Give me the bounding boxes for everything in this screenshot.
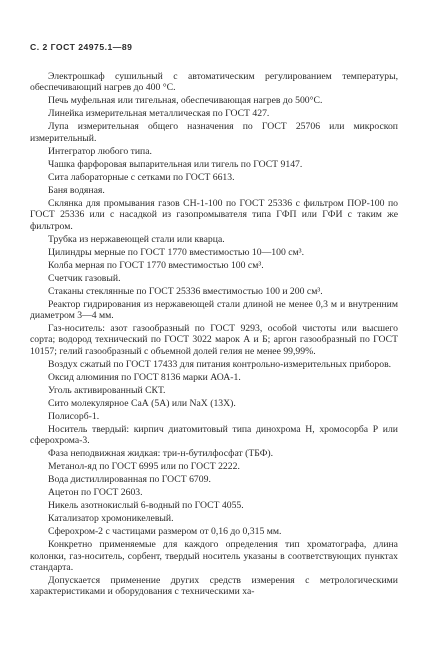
- paragraph: Трубка из нержавеющей стали или кварца.: [48, 233, 225, 245]
- paragraph: Электрошкаф сушильный с автоматическим регулированием температуры, обеспечивающий нагрев до 400 °С.: [30, 71, 398, 94]
- paragraph: Газ-носитель: азот газообразный по ГОСТ 9293, особой чистоты или высшего сорта; водород технический по ГОСТ 3022 марок А и Б; аргон газообразный по ГОСТ 10157; гелий газообразный с объемной долей гелия не менее 99,99%.: [30, 323, 398, 357]
- document-body: [30, 71, 398, 599]
- paragraph: Уголь активированный СКТ.: [48, 384, 166, 396]
- paragraph: Воздух сжатый по ГОСТ 17433 для питания контрольно-измерительных приборов.: [48, 358, 392, 370]
- paragraph: Никель азотнокислый 6-водный по ГОСТ 4055.: [48, 500, 244, 512]
- paragraph: Чашка фарфоровая выпарительная или тигель по ГОСТ 9147.: [48, 158, 303, 170]
- paragraph: Баня водяная.: [48, 184, 105, 196]
- paragraph: Полисорб-1.: [48, 410, 100, 422]
- paragraph: Допускается применение других средств измерения с метрологическими характеристиками и оборудования с техническими ха-: [30, 575, 398, 598]
- paragraph: Оксид алюминия по ГОСТ 8136 марки АОА-1.: [48, 371, 241, 383]
- page-header: С. 2 ГОСТ 24975.1—89: [30, 42, 133, 52]
- paragraph: Метанол-яд по ГОСТ 6995 или по ГОСТ 2222.: [48, 461, 240, 473]
- paragraph: Носитель твердый: кирпич диатомитовый типа динохрома Н, хромосорба Р или сферохрома-3.: [30, 423, 398, 447]
- paragraph: Сито молекулярное СаА (5А) или NaX (13Х).: [48, 397, 236, 409]
- paragraph: Счетчик газовый.: [48, 272, 121, 284]
- paragraph: Склянка для промывания газов СН-1-100 по ГОСТ 25336 с фильтром ПОР-100 по ГОСТ 25336 или с насадкой из газопромывателя типа ГФП или ГФИ с таким же фильтром.: [30, 197, 398, 232]
- paragraph: Цилиндры мерные по ГОСТ 1770 вместимостью 10—100 см³.: [48, 246, 305, 258]
- paragraph: Катализатор хромоникелевый.: [48, 513, 174, 525]
- paragraph: Лупа измерительная общего назначения по ГОСТ 25706 или микроскоп измерительный.: [30, 121, 398, 144]
- paragraph: Интегратор любого типа.: [48, 145, 152, 157]
- paragraph: Фаза неподвижная жидкая: три-н-бутилфосфат (ТБФ).: [48, 448, 274, 460]
- paragraph: Вода дистиллированная по ГОСТ 6709.: [48, 474, 211, 486]
- paragraph: Сита лабораторные с сетками по ГОСТ 6613.: [48, 171, 235, 183]
- paragraph: Сферохром-2 с частицами размером от 0,16 до 0,315 мм.: [48, 526, 282, 538]
- paragraph: Печь муфельная или тигельная, обеспечивающая нагрев до 500°С.: [48, 95, 323, 107]
- paragraph: Стаканы стеклянные по ГОСТ 25336 вместимостью 100 и 200 см³.: [48, 285, 323, 297]
- paragraph: Конкретно применяемые для каждого определения тип хроматографа, длина колонки, газ-носитель, сорбент, твердый носитель указаны в соответствующих пунктах стандарта.: [30, 539, 398, 574]
- paragraph: Ацетон по ГОСТ 2603.: [48, 487, 143, 499]
- paragraph: Реактор гидрирования из нержавеющей стали длиной не менее 0,3 м и внутренним диаметром 3—4 мм.: [30, 298, 398, 322]
- paragraph: Колба мерная по ГОСТ 1770 вместимостью 100 см³.: [48, 259, 264, 271]
- paragraph: Линейка измерительная металлическая по ГОСТ 427.: [48, 108, 270, 120]
